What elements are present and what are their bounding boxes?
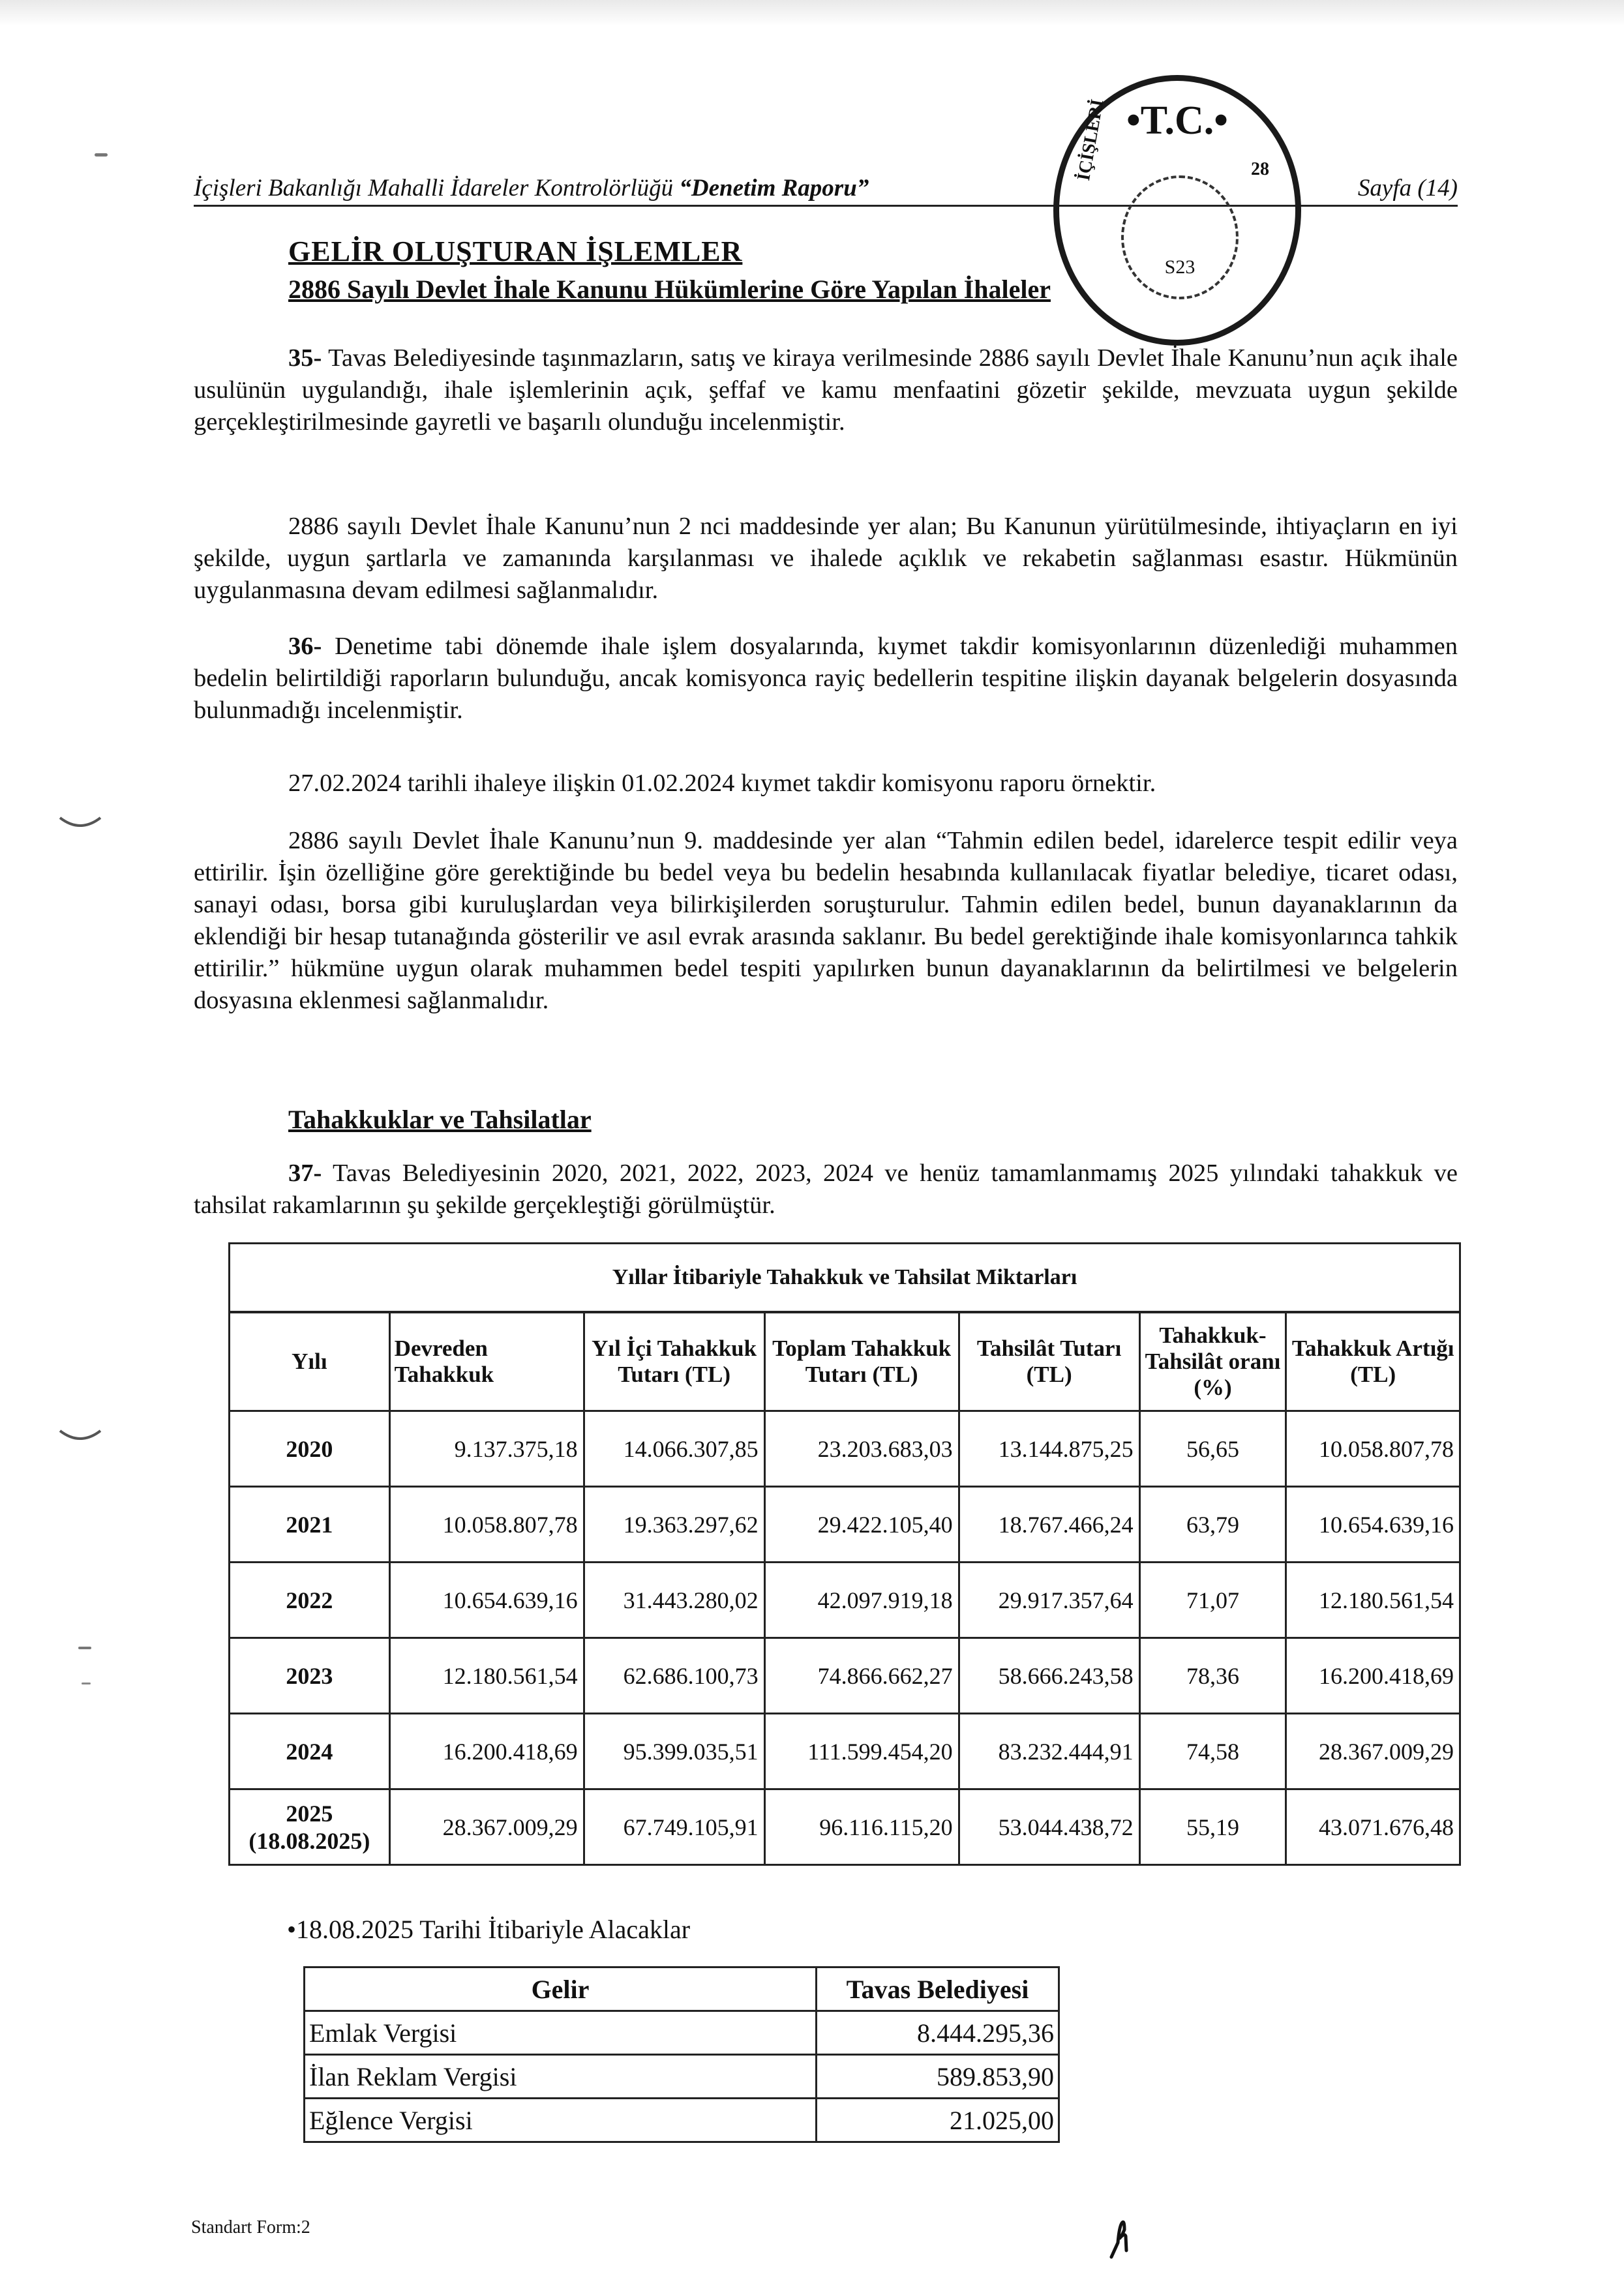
cell-toplam: 74.866.662,27 bbox=[764, 1638, 959, 1714]
cell-devreden: 10.654.639,16 bbox=[389, 1563, 584, 1638]
cell-income-value: 21.025,00 bbox=[817, 2099, 1059, 2142]
cell-yilici: 31.443.280,02 bbox=[584, 1563, 764, 1638]
cell-year: 2024 bbox=[230, 1714, 390, 1789]
cell-toplam: 111.599.454,20 bbox=[764, 1714, 959, 1789]
cell-yilici: 62.686.100,73 bbox=[584, 1638, 764, 1714]
column-header-toplam: Toplam Tahakkuk Tutarı (TL) bbox=[764, 1312, 959, 1411]
punch-hole-mark-icon bbox=[57, 1428, 103, 1444]
table-row bbox=[305, 2099, 1059, 2142]
table-row bbox=[230, 1638, 1460, 1714]
cell-oran: 74,58 bbox=[1139, 1714, 1286, 1789]
cell-tahsilat: 58.666.243,58 bbox=[959, 1638, 1139, 1714]
form-label: Standart Form:2 bbox=[191, 2217, 310, 2237]
scan-speck bbox=[95, 153, 108, 157]
cell-artik: 12.180.561,54 bbox=[1286, 1563, 1460, 1638]
cell-devreden: 9.137.375,18 bbox=[389, 1411, 584, 1487]
cell-oran: 63,79 bbox=[1139, 1487, 1286, 1563]
subsection-heading-ihaleler: 2886 Sayılı Devlet İhale Kanunu Hükümlerine Göre Yapılan İhaleler bbox=[288, 275, 1051, 304]
header-ministry-text: İçişleri Bakanlığı Mahalli İdareler Kontrolörlüğü bbox=[194, 175, 680, 202]
cell-tahsilat: 83.232.444,91 bbox=[959, 1714, 1139, 1789]
cell-artik: 10.654.639,16 bbox=[1286, 1487, 1460, 1563]
receivables-title-text: 18.08.2025 Tarihi İtibariyle Alacaklar bbox=[296, 1915, 691, 1944]
cell-tahsilat: 53.044.438,72 bbox=[959, 1789, 1139, 1865]
cell-artik: 16.200.418,69 bbox=[1286, 1638, 1460, 1714]
column-header-gelir: Gelir bbox=[305, 1967, 817, 2011]
cell-oran: 71,07 bbox=[1139, 1563, 1286, 1638]
cell-yilici: 14.066.307,85 bbox=[584, 1411, 764, 1487]
table-row bbox=[305, 2055, 1059, 2099]
cell-toplam: 96.116.115,20 bbox=[764, 1789, 959, 1865]
table-row bbox=[230, 1789, 1460, 1865]
table-header-row bbox=[230, 1312, 1460, 1411]
table-row bbox=[230, 1487, 1460, 1563]
cell-toplam: 29.422.105,40 bbox=[764, 1487, 959, 1563]
paragraph-number: 37- bbox=[288, 1159, 322, 1187]
scan-speck bbox=[82, 1683, 91, 1684]
paragraph-36 bbox=[194, 631, 1458, 726]
cell-yilici: 19.363.297,62 bbox=[584, 1487, 764, 1563]
cell-tahsilat: 13.144.875,25 bbox=[959, 1411, 1139, 1487]
cell-devreden: 28.367.009,29 bbox=[389, 1789, 584, 1865]
cell-year-value: 2025 bbox=[286, 1800, 333, 1827]
official-seal-stamp bbox=[1053, 75, 1301, 346]
column-header-tavas: Tavas Belediyesi bbox=[817, 1967, 1059, 2011]
cell-income-name: Eğlence Vergisi bbox=[305, 2099, 817, 2142]
bullet-icon: • bbox=[287, 1915, 297, 1944]
stamp-tc-text: •T.C.• bbox=[1126, 98, 1228, 143]
cell-tahsilat: 18.767.466,24 bbox=[959, 1487, 1139, 1563]
column-header-oran: Tahakkuk-Tahsilât oranı (%) bbox=[1139, 1312, 1286, 1411]
punch-hole-mark-icon bbox=[57, 815, 103, 831]
table-row bbox=[230, 1411, 1460, 1487]
paragraph-35 bbox=[194, 342, 1458, 438]
signature-icon bbox=[1109, 2214, 1132, 2260]
cell-year: 2021 bbox=[230, 1487, 390, 1563]
cell-toplam: 23.203.683,03 bbox=[764, 1411, 959, 1487]
cell-devreden: 12.180.561,54 bbox=[389, 1638, 584, 1714]
cell-income-name: İlan Reklam Vergisi bbox=[305, 2055, 817, 2099]
cell-tahsilat: 29.917.357,64 bbox=[959, 1563, 1139, 1638]
stamp-number: S23 bbox=[1164, 256, 1195, 278]
table-title-row bbox=[230, 1244, 1460, 1313]
paragraph-text: Tavas Belediyesinin 2020, 2021, 2022, 2023, 2024 ve henüz tamamlanmamış 2025 yılındaki tahakkuk ve tahsilat rakamlarının şu şekilde gerçekleştiği görülmüştür. bbox=[194, 1159, 1458, 1219]
cell-yilici: 95.399.035,51 bbox=[584, 1714, 764, 1789]
receivables-title bbox=[287, 1914, 690, 1945]
stamp-ring-left-text: İÇİŞLERİ bbox=[1074, 97, 1108, 183]
cell-income-value: 8.444.295,36 bbox=[817, 2011, 1059, 2055]
column-header-year: Yılı bbox=[230, 1312, 390, 1411]
scan-speck bbox=[78, 1647, 91, 1649]
paragraph-36c: 2886 sayılı Devlet İhale Kanunu’nun 9. maddesinde yer alan “Tahmin edilen bedel, idarelerce tespit edilir veya ettirilir. İşin özelliğine göre gerektiğinde bu bedel veya bu bedelin hesabında kullanılacak fiyatlar belediye, ticaret odası, sanayi odası, borsa gibi kuruluşlardan veya bilirkişilerden soruşturulur. Tahmin edilen bedel, bunun dayanaklarının da eklendiği bir hesap tutanağında gösterilir ve asıl evrak arasında saklanır. Bu bedel gerektiğinde ihale komisyonlarınca tahkik ettirilir.” hükmüne uygun olarak muhammen bedel tespiti yapılırken bunun dayanaklarının da belirtilmesi ve belgelerin dosyasına eklenmesi sağlanmalıdır. bbox=[194, 827, 1458, 1014]
table-row bbox=[230, 1714, 1460, 1789]
page-number: Sayfa (14) bbox=[1357, 175, 1458, 202]
paragraph-number: 36- bbox=[288, 633, 322, 660]
cell-income-name: Emlak Vergisi bbox=[305, 2011, 817, 2055]
receivables-table bbox=[303, 1966, 1060, 2143]
cell-devreden: 10.058.807,78 bbox=[389, 1487, 584, 1563]
paragraph-37 bbox=[194, 1158, 1458, 1221]
cell-artik: 43.071.676,48 bbox=[1286, 1789, 1460, 1865]
cell-oran: 56,65 bbox=[1139, 1411, 1286, 1487]
paragraph-35b: 2886 sayılı Devlet İhale Kanunu’nun 2 nci maddesinde yer alan; Bu Kanunun yürütülmesinde, ihtiyaçların en iyi şekilde, uygun şartlarla ve zamanında karşılanması ve ihalede açıklık ve rekabetin sağlanması esastır. Hükmünün uygulanmasına devam edilmesi sağlanmalıdır. bbox=[194, 513, 1458, 604]
column-header-artik: Tahakkuk Artığı (TL) bbox=[1286, 1312, 1460, 1411]
header-title bbox=[194, 174, 869, 202]
table-row bbox=[305, 2011, 1059, 2055]
cell-year: 2023 bbox=[230, 1638, 390, 1714]
section-heading-tahakkuklar: Tahakkuklar ve Tahsilatlar bbox=[288, 1105, 592, 1134]
cell-artik: 28.367.009,29 bbox=[1286, 1714, 1460, 1789]
stamp-ring-number: 28 bbox=[1251, 159, 1269, 179]
section-heading-gelir: GELİR OLUŞTURAN İŞLEMLER bbox=[288, 235, 743, 267]
cell-income-value: 589.853,90 bbox=[817, 2055, 1059, 2099]
stamp-inner-ring bbox=[1121, 175, 1239, 299]
cell-artik: 10.058.807,78 bbox=[1286, 1411, 1460, 1487]
column-header-devreden: Devreden Tahakkuk bbox=[389, 1312, 584, 1411]
table-header-row bbox=[305, 1967, 1059, 2011]
paragraph-text: Tavas Belediyesinde taşınmazların, satış ve kiraya verilmesinde 2886 sayılı Devlet İhale Kanunu’nun açık ihale usulünün uygulandığı, ihale işlemlerinin açık, şeffaf ve kamu menfaatini gözetir şekilde, mevzuata uygun şekilde gerçekleştirilmesinde gayretli ve başarılı olunduğu incelenmiştir. bbox=[194, 344, 1458, 436]
cell-oran: 78,36 bbox=[1139, 1638, 1286, 1714]
column-header-yilici: Yıl İçi Tahakkuk Tutarı (TL) bbox=[584, 1312, 764, 1411]
cell-oran: 55,19 bbox=[1139, 1789, 1286, 1865]
cell-year: 2022 bbox=[230, 1563, 390, 1638]
paragraph-36b: 27.02.2024 tarihli ihaleye ilişkin 01.02.2024 kıymet takdir komisyonu raporu örnektir. bbox=[288, 770, 1156, 797]
accrual-collection-table bbox=[228, 1242, 1461, 1866]
cell-year: 2020 bbox=[230, 1411, 390, 1487]
table-row bbox=[230, 1563, 1460, 1638]
cell-yilici: 67.749.105,91 bbox=[584, 1789, 764, 1865]
header-report-name: “Denetim Raporu” bbox=[679, 175, 869, 202]
cell-toplam: 42.097.919,18 bbox=[764, 1563, 959, 1638]
cell-year bbox=[230, 1789, 390, 1865]
paragraph-number: 35- bbox=[288, 344, 322, 372]
paragraph-text: Denetime tabi dönemde ihale işlem dosyalarında, kıymet takdir komisyonlarının düzenlediği muhammen bedelin belirtildiği raporların bulunduğu, ancak komisyonca rayiç bedellerin tespitine ilişkin dayanak belgelerin dosyasında bulunmadığı incelenmiştir. bbox=[194, 633, 1458, 724]
cell-devreden: 16.200.418,69 bbox=[389, 1714, 584, 1789]
column-header-tahsilat: Tahsilât Tutarı (TL) bbox=[959, 1312, 1139, 1411]
cell-year-date: (18.08.2025) bbox=[248, 1827, 370, 1854]
table-title: Yıllar İtibariyle Tahakkuk ve Tahsilat Miktarları bbox=[230, 1244, 1460, 1313]
